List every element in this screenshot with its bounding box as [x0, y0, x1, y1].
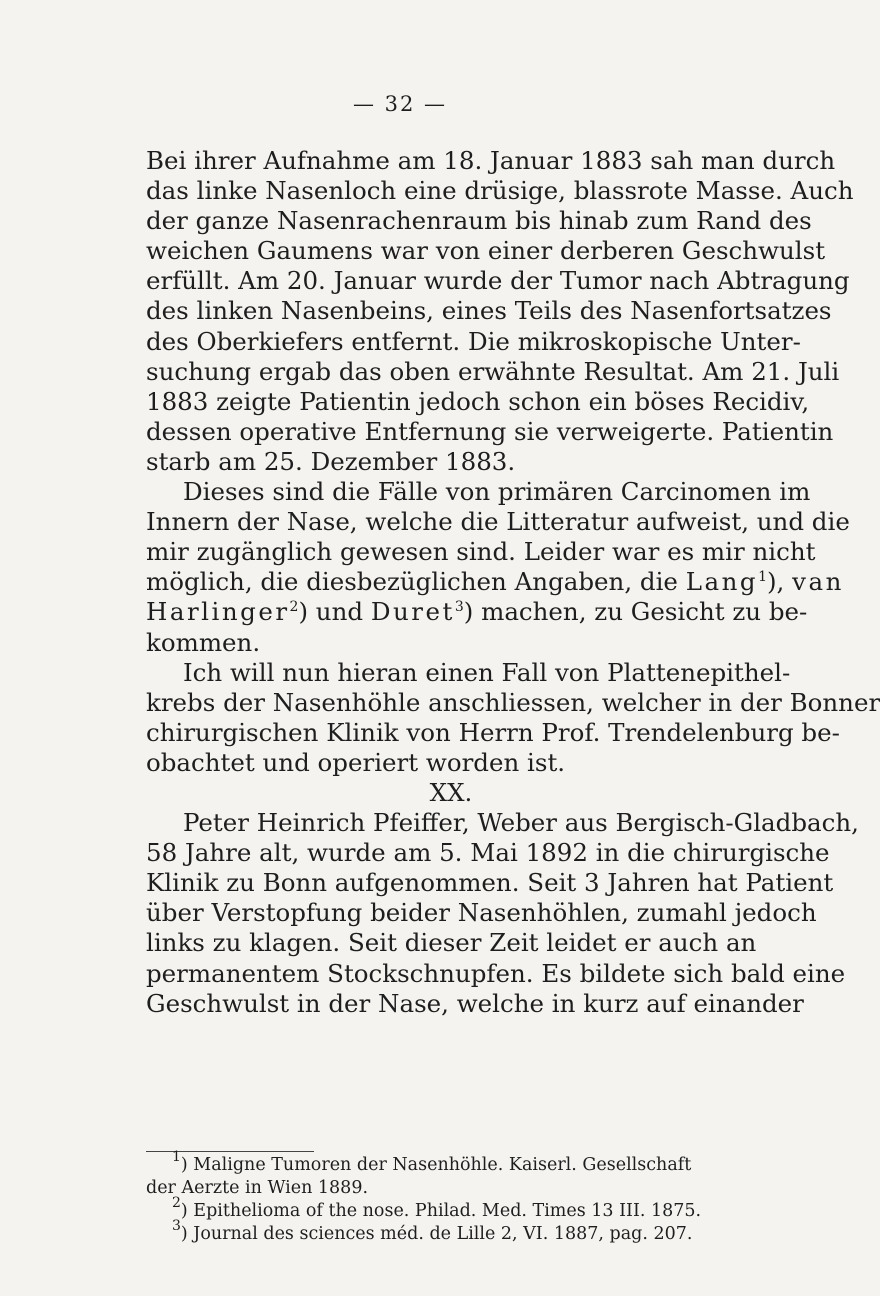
- footnote-ref: 2: [289, 599, 299, 616]
- footnote-1-continuation: der Aerzte in Wien 1889.: [146, 1178, 369, 1198]
- text-line: links zu klagen. Seit dieser Zeit leidet er auch an: [146, 928, 757, 958]
- text-line: Dieses sind die Fälle von primären Carcinomen im: [183, 477, 811, 507]
- footnote-mark: 2: [172, 1195, 181, 1211]
- text-line: der ganze Nasenrachenraum bis hinab zum Rand des: [146, 206, 812, 236]
- paragraph-4: [146, 808, 859, 1019]
- text-line: kommen.: [146, 627, 261, 657]
- footnote-1: [146, 1149, 756, 1177]
- text-line: Bei ihrer Aufnahme am 18. Januar 1883 sah man durch: [146, 146, 836, 175]
- text-run: ),: [766, 567, 793, 597]
- footnote-mark: 3: [172, 1218, 181, 1234]
- text-line: über Verstopfung beider Nasenhöhlen, zumahl jedoch: [146, 898, 817, 928]
- text-line: des Oberkiefers entfernt. Die mikroskopische Unter-: [146, 326, 801, 356]
- text-line: suchung ergab das oben erwähnte Resultat. Am 21. Juli: [146, 356, 840, 386]
- author-name: Duret: [370, 597, 455, 627]
- text-line: 1883 zeigte Patientin jedoch schon ein böses Recidiv,: [146, 386, 810, 416]
- text-line: chirurgischen Klinik von Herrn Prof. Trendelenburg be-: [146, 717, 840, 747]
- footnote-text: ) Maligne Tumoren der Nasenhöhle. Kaiserl. Gesellschaft: [180, 1155, 692, 1175]
- author-name: van: [792, 567, 844, 597]
- text-run: ) und: [298, 597, 371, 627]
- text-line: 58 Jahre alt, wurde am 5. Mai 1892 in die chirurgische: [146, 838, 830, 868]
- text-line: erfüllt. Am 20. Januar wurde der Tumor nach Abtragung: [146, 266, 850, 296]
- body-text: [146, 146, 880, 1019]
- text-line: permanentem Stockschnupfen. Es bildete sich bald eine: [146, 958, 846, 988]
- text-line: das linke Nasenloch eine drüsige, blassrote Masse. Auch: [146, 176, 854, 206]
- paragraph-2: [146, 477, 850, 658]
- text-line: starb am 25. Dezember 1883.: [146, 446, 516, 476]
- page-number: — 32 —: [352, 92, 448, 116]
- paragraph-1: [146, 146, 854, 477]
- footnote-text: ) Epithelioma of the nose. Philad. Med. Times 13 III. 1875.: [180, 1201, 702, 1221]
- text-line: Klinik zu Bonn aufgenommen. Seit 3 Jahren hat Patient: [146, 868, 834, 898]
- author-name: Harlinger: [146, 597, 290, 627]
- footnote-ref: 3: [454, 599, 464, 616]
- text-line: obachtet und operiert worden ist.: [146, 747, 566, 777]
- footnote-3: [146, 1218, 756, 1246]
- text-run: möglich, die diesbezüglichen Angaben, die: [146, 567, 686, 597]
- text-line: [146, 567, 844, 597]
- text-line: Peter Heinrich Pfeiffer, Weber aus Bergisch-Gladbach,: [183, 808, 859, 838]
- text-run: ) machen, zu Gesicht zu be-: [463, 597, 808, 627]
- author-name: Lang: [685, 567, 759, 597]
- text-line: krebs der Nasenhöhle anschliessen, welcher in der Bonner: [146, 687, 880, 717]
- footnote-ref: 1: [758, 569, 767, 586]
- paragraph-3: [146, 657, 880, 778]
- footnote-text: ) Journal des sciences méd. de Lille 2, VI. 1887, pag. 207.: [180, 1224, 693, 1244]
- text-line: weichen Gaumens war von einer derberen Geschwulst: [146, 236, 826, 266]
- text-line: dessen operative Entfernung sie verweigerte. Patientin: [146, 416, 834, 446]
- text-line: mir zugänglich gewesen sind. Leider war es mir nicht: [146, 537, 816, 567]
- text-line: [146, 597, 808, 627]
- text-line: des linken Nasenbeins, eines Teils des Nasenfortsatzes: [146, 296, 832, 326]
- footnote-2: [146, 1195, 756, 1223]
- footnotes: [146, 1149, 756, 1246]
- footnote-mark: 1: [172, 1149, 181, 1165]
- section-heading: XX.: [429, 777, 473, 807]
- text-line: Ich will nun hieran einen Fall von Plattenepithel-: [183, 657, 791, 687]
- text-line: Innern der Nase, welche die Litteratur aufweist, und die: [146, 507, 850, 537]
- text-line: Geschwulst in der Nase, welche in kurz auf einander: [146, 988, 804, 1018]
